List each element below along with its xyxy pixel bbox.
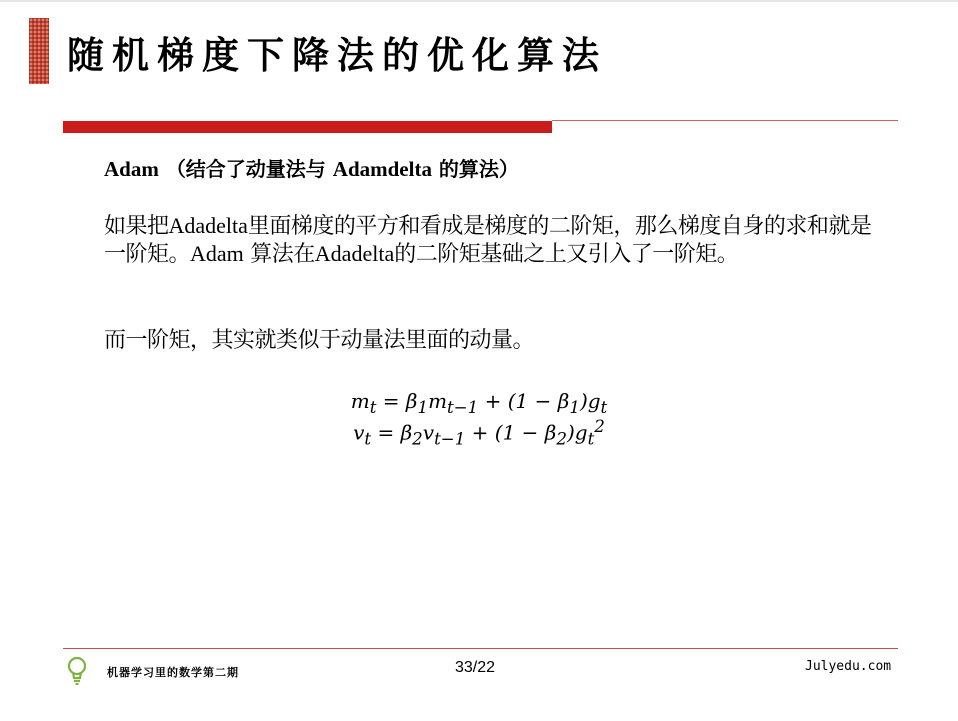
formula-first-moment: $m_t = \beta_1m_{t-1} + (1 - \beta_1)g_t$ [350, 389, 608, 417]
para1-term-adadelta-2: Adadelta [314, 241, 395, 266]
heading-open-text: （结合了动量法与 [165, 157, 326, 181]
para1-text-2: 里面梯度的平方和看成是梯度的二阶矩，那么梯度自身的求和就是一阶矩。 [104, 214, 872, 267]
heading-reference-name: Adamdelta [332, 157, 432, 181]
section-heading [104, 154, 519, 184]
heading-close-text: 的算法） [438, 157, 519, 181]
paragraph-first-moment: 而一阶矩，其实就类似于动量法里面的动量。 [104, 328, 535, 353]
top-border [0, 0, 958, 2]
para1-term-adadelta: Adadelta [168, 213, 248, 238]
para1-text-3: 算法在 [250, 242, 315, 267]
footer-divider [63, 648, 898, 649]
title-accent-bar [29, 18, 49, 84]
paragraph-second-moment [104, 212, 874, 268]
page-number: 33/22 [455, 659, 496, 676]
title-underline-thin [552, 120, 898, 121]
lightbulb-icon [66, 656, 88, 686]
footer-course-name: 机器学习里的数学第二期 [107, 666, 239, 679]
slide-title: 随机梯度下降法的优化算法 [67, 33, 607, 77]
para1-text-1: 如果把 [104, 214, 169, 239]
formula-second-moment: $v_t = \beta_2v_{t-1} + (1 - \beta_2)g_t^2$ [353, 417, 605, 449]
footer-website: Julyedu.com [805, 659, 892, 674]
para1-text-4: 的二阶矩基础之上又引入了一阶矩。 [394, 242, 739, 267]
heading-algorithm-name: Adam [104, 157, 159, 181]
title-underline-thick [63, 121, 552, 133]
para1-term-adam: Adam [190, 241, 244, 266]
